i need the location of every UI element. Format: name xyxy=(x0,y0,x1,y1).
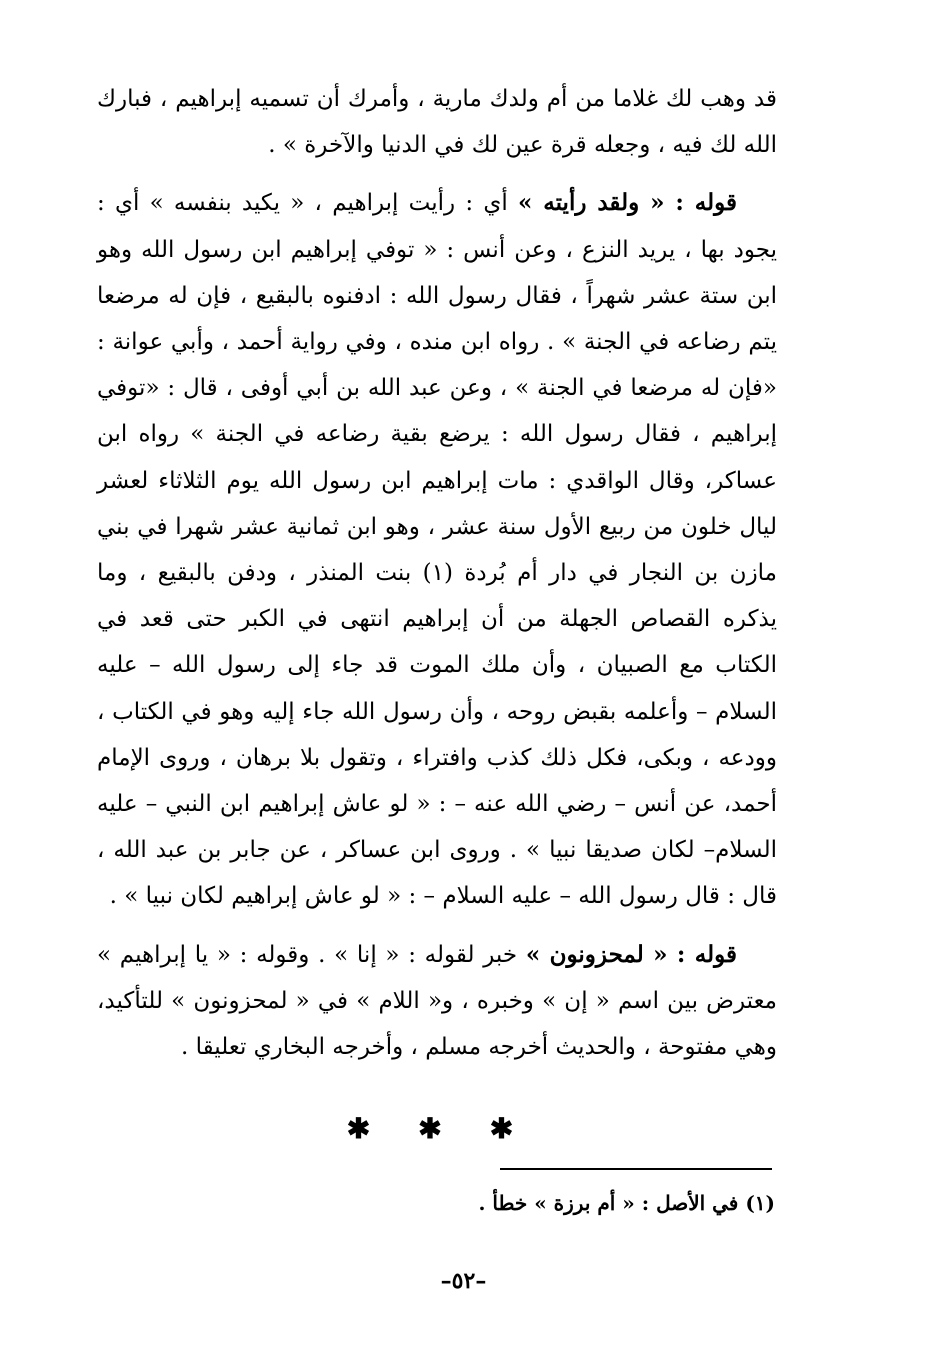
footnote-divider xyxy=(500,1168,772,1170)
paragraph-3 xyxy=(97,932,777,1071)
body-text xyxy=(97,76,777,1070)
paragraph-2-text: أي : رأيت إبراهيم ، « يكيد بنفسه » أي : يجود بها ، يريد النزع ، وعن أنس : « توفي إبراهيم ابن رسول الله وهو ابن ستة عشر شهراً ، فقال رسول الله : ادفنوه بالبقيع ، فإن له مرضعا يتم رضاعه في الجنة » . رواه ابن منده ، وفي رواية أحمد ، وأبي عوانة : «فإن له مرضعا في الجنة » ، وعن عبد الله بن أبي أوفى ، قال : «توفي إبراهيم ، فقال رسول الله : يرضع بقية رضاعه في الجنة » رواه ابن عساكر، وقال الواقدي : مات إبراهيم ابن رسول الله يوم الثلاثاء لعشر ليال خلون من ربيع الأول سنة عشر ، وهو ابن ثمانية عشر شهرا في بني مازن بن النجار في دار أم بُردة (١) بنت المنذر ، ودفن بالبقيع ، وما يذكره القصاص الجهلة من أن إبراهيم انتهى في الكبر حتى قعد في الكتاب مع الصبيان ، وأن ملك الموت قد جاء إلى رسول الله – عليه السلام – وأعلمه بقبض روحه ، وأن رسول الله جاء إليه وهو في الكتاب ، وودعه ، وبكى، فكل ذلك كذب وافتراء ، وتقول بلا برهان ، وروى الإمام أحمد، عن أنس – رضي الله عنه – : « لو عاش إبراهيم ابن النبي – عليه السلام– لكان صديقا نبيا » . وروى ابن عساكر ، عن جابر بن عبد الله ، قال : قال رسول الله – عليه السلام – : « لو عاش إبراهيم لكان نبيا » . xyxy=(97,190,778,910)
page-number: –٥٢– xyxy=(440,1268,487,1294)
star-icon: ✱ xyxy=(489,1112,514,1145)
paragraph-2 xyxy=(97,180,777,919)
paragraph-1: قد وهب لك غلاما من أم ولدك مارية ، وأمرك أن تسميه إبراهيم ، فبارك الله لك فيه ، وجعله قرة عين لك في الدنيا والآخرة » . xyxy=(97,86,777,159)
section-separator xyxy=(330,1112,530,1152)
star-icon: ✱ xyxy=(418,1112,442,1145)
paragraph-3-heading: قوله : « لمحزونون » xyxy=(525,940,738,968)
footnote: (١) في الأصل : « أم برزة » خطأ . xyxy=(478,1191,775,1215)
paragraph-3-text: خبر لقوله : « إنا » . وقوله : « يا إبراهيم » معترض بين اسم « إن » وخبره ، و« اللام » في « لمحزونون » للتأكيد، وهي مفتوحة ، والحديث أخرجه مسلم ، وأخرجه البخاري تعليقا . xyxy=(97,941,777,1061)
star-icon: ✱ xyxy=(346,1112,371,1145)
paragraph-2-heading: قوله : « ولقد رأيته » xyxy=(517,189,738,217)
